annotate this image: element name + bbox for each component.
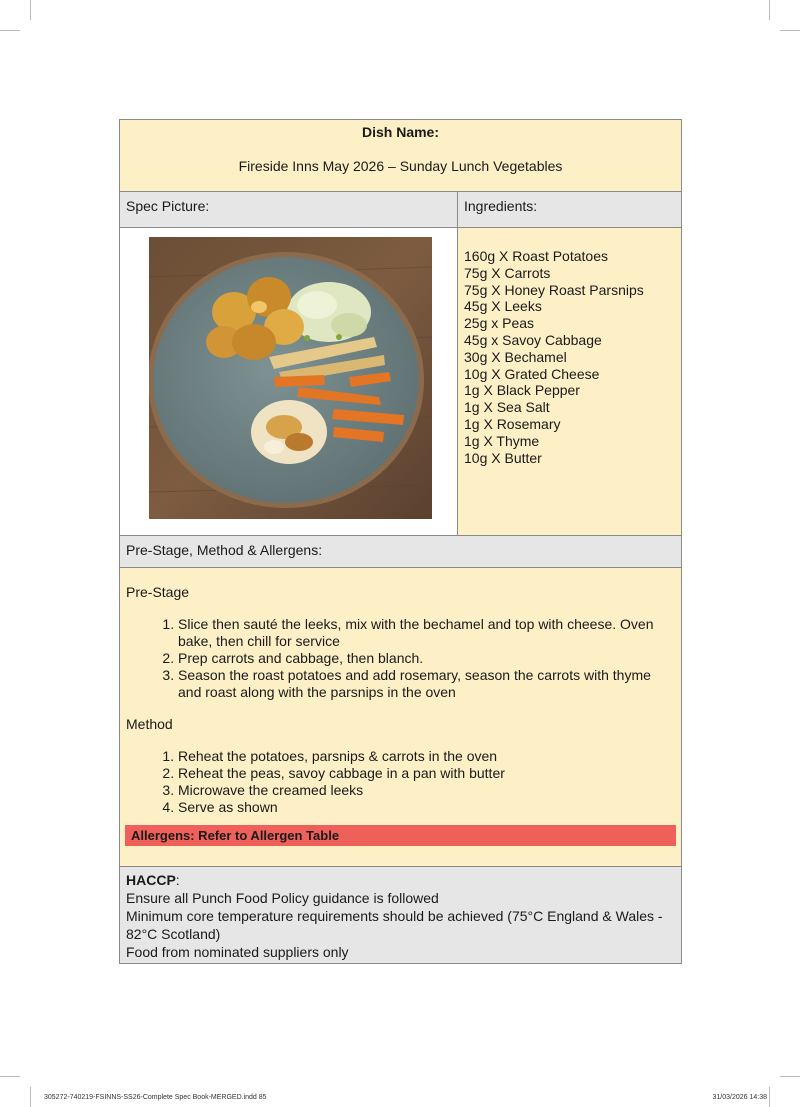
- crop-mark: [0, 30, 20, 31]
- ingredient-item: 1g X Rosemary: [464, 415, 561, 432]
- haccp-section: [120, 867, 681, 963]
- crop-mark: [30, 0, 31, 20]
- ingredient-item: 45g X Leeks: [464, 298, 542, 315]
- dish-photo: [149, 237, 432, 519]
- dish-name-value: Fireside Inns May 2026 – Sunday Lunch Vegetables: [238, 158, 563, 174]
- footer-date: 31/03/2026 14:38: [712, 1094, 767, 1101]
- spec-picture-label: Spec Picture:: [120, 192, 458, 227]
- prestage-step: 2. Prep carrots and cabbage, then blanch.: [178, 650, 675, 667]
- prestage-steps: [126, 616, 675, 701]
- crop-mark: [769, 1087, 770, 1107]
- ingredient-item: 1g X Black Pepper: [464, 382, 580, 399]
- spec-picture-cell: [120, 228, 458, 535]
- method-section: [120, 568, 681, 867]
- method-step: 3. Microwave the creamed leeks: [178, 782, 675, 799]
- ingredient-item: 75g X Honey Roast Parsnips: [464, 281, 644, 298]
- ingredient-item: 10g X Grated Cheese: [464, 365, 600, 382]
- prestage-title: Pre-Stage: [126, 584, 190, 600]
- prestage-step: 3. Season the roast potatoes and add rosemary, season the carrots with thyme and roast along with the parsnips in the oven: [178, 667, 675, 701]
- allergens-bar: Allergens: Refer to Allergen Table: [125, 825, 676, 846]
- dish-name-section: [120, 120, 681, 192]
- crop-mark: [780, 30, 800, 31]
- dish-name-label: Dish Name:: [361, 124, 440, 140]
- haccp-line: Food from nominated suppliers only: [126, 944, 349, 960]
- ingredients-label: Ingredients:: [464, 198, 538, 214]
- crop-mark: [780, 1076, 800, 1077]
- method-step: 2. Reheat the peas, savoy cabbage in a pan with butter: [178, 765, 675, 782]
- ingredients-cell: [458, 228, 681, 535]
- spec-sheet: [119, 119, 682, 964]
- method-section-header: Pre-Stage, Method & Allergens:: [120, 536, 681, 568]
- method-steps: [126, 748, 675, 816]
- ingredients-list: [464, 248, 675, 466]
- ingredient-item: 10g X Butter: [464, 449, 542, 466]
- prestage-step: 1. Slice then sauté the leeks, mix with the bechamel and top with cheese. Oven bake, then chill for service: [178, 616, 675, 650]
- footer-filename: 305272-740219-FSINNS-SS26-Complete Spec Book-MERGED.indd 85: [44, 1094, 267, 1101]
- ingredient-item: 160g X Roast Potatoes: [464, 248, 608, 264]
- haccp-colon: :: [175, 872, 180, 888]
- method-title: Method: [126, 716, 173, 732]
- crop-mark: [769, 0, 770, 20]
- ingredient-item: 1g X Sea Salt: [464, 399, 550, 416]
- ingredient-item: 75g X Carrots: [464, 264, 551, 281]
- picture-ingredients-header: [120, 192, 681, 228]
- method-step: 1. Reheat the potatoes, parsnips & carrots in the oven: [178, 748, 675, 765]
- ingredient-item: 30g X Bechamel: [464, 348, 567, 365]
- haccp-label: HACCP: [126, 872, 176, 888]
- ingredient-item: 1g X Thyme: [464, 432, 540, 449]
- haccp-line: Minimum core temperature requirements should be achieved (75°C England & Wales - 82°C Scotland): [126, 908, 663, 942]
- crop-mark: [30, 1087, 31, 1107]
- crop-mark: [0, 1076, 20, 1077]
- picture-ingredients-row: [120, 228, 681, 536]
- haccp-line: Ensure all Punch Food Policy guidance is followed: [126, 890, 439, 906]
- method-step: 4. Serve as shown: [178, 799, 675, 816]
- ingredient-item: 25g x Peas: [464, 315, 535, 332]
- ingredient-item: 45g x Savoy Cabbage: [464, 331, 602, 348]
